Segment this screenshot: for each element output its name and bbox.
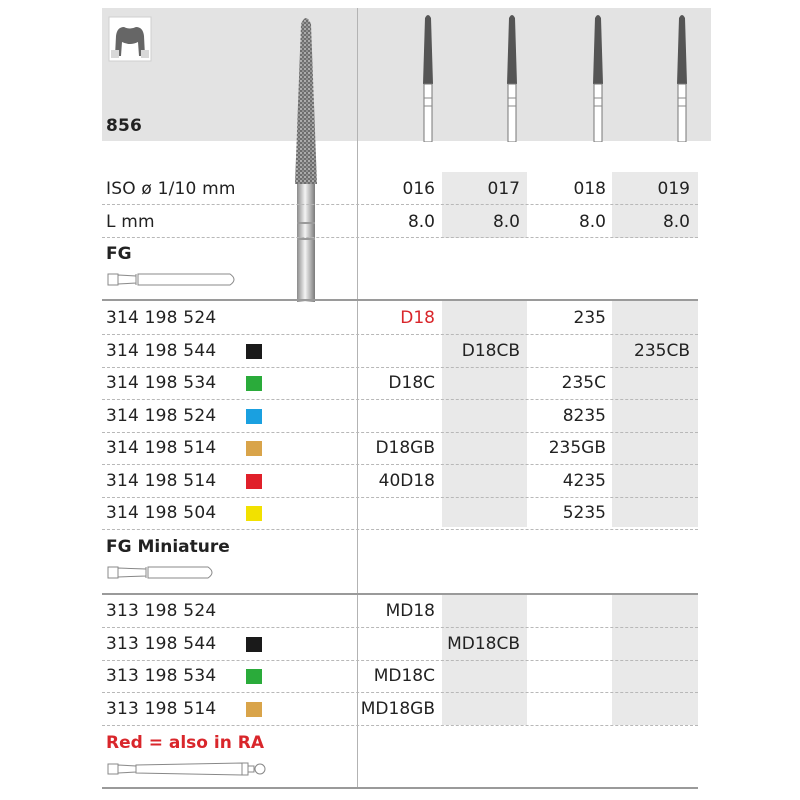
row-separator <box>102 692 698 693</box>
row-separator <box>102 497 698 498</box>
bur-code-016: D18GB <box>375 438 435 458</box>
bur-code-016: MD18GB <box>360 698 435 719</box>
bur-code-018: 4235 <box>562 470 606 491</box>
fg-shank-icon <box>106 270 240 290</box>
row-separator <box>102 399 698 400</box>
bur-code-018: 235GB <box>548 438 606 458</box>
row-separator <box>102 237 698 238</box>
bur-code-016: MD18C <box>373 666 435 686</box>
article-code: 314 198 524 <box>106 308 217 328</box>
fg-miniature-shank-icon <box>106 563 218 583</box>
grit-color-swatch <box>246 637 262 652</box>
iso-label: ISO ø 1/10 mm <box>106 179 236 199</box>
iso-018: 018 <box>573 179 606 199</box>
iso-016: 016 <box>402 179 435 199</box>
article-code: 313 198 544 <box>106 633 217 654</box>
diamond-bur-illustration <box>284 12 328 302</box>
length-label: L mm <box>106 212 155 232</box>
bur-code-016: MD18 <box>385 601 435 621</box>
grit-color-swatch <box>246 474 262 489</box>
grit-color-swatch <box>246 506 262 521</box>
article-code: 314 198 544 <box>106 340 217 361</box>
row-separator <box>102 627 698 628</box>
row-separator <box>102 432 698 433</box>
iso-017: 017 <box>487 179 520 199</box>
bur-code-016: D18C <box>388 373 435 393</box>
article-code: 314 198 514 <box>106 470 217 491</box>
article-code: 313 198 534 <box>106 666 217 686</box>
bur-code-018: 5235 <box>562 503 606 523</box>
article-code: 314 198 534 <box>106 373 217 393</box>
row-separator <box>102 204 698 205</box>
grit-color-swatch <box>246 376 262 391</box>
iso-019: 019 <box>657 179 690 199</box>
bur-code-018: 8235 <box>562 405 606 426</box>
header-panel <box>102 8 711 141</box>
model-number: 856 <box>106 116 143 136</box>
bur-icon-017 <box>500 12 524 142</box>
grit-color-swatch <box>246 702 262 717</box>
bur-icon-019 <box>670 12 694 142</box>
article-code: 314 198 524 <box>106 405 217 426</box>
article-code: 313 198 514 <box>106 698 217 719</box>
bur-icon-018 <box>586 12 610 142</box>
bur-code-017: D18CB <box>461 340 520 361</box>
bur-code-016: D18 <box>400 308 435 328</box>
grit-color-swatch <box>246 441 262 456</box>
article-code: 314 198 514 <box>106 438 217 458</box>
article-code: 313 198 524 <box>106 601 217 621</box>
bur-code-019: 235CB <box>634 340 690 361</box>
row-separator <box>102 660 698 661</box>
length-017: 8.0 <box>492 212 520 232</box>
ra-shank-icon <box>106 758 270 780</box>
tooth-crown-icon <box>106 14 154 64</box>
length-019: 8.0 <box>662 212 690 232</box>
row-separator <box>102 464 698 465</box>
legend-red-also-in-ra: Red = also in RA <box>106 733 264 753</box>
section-separator <box>102 593 698 595</box>
grit-color-swatch <box>246 409 262 424</box>
section-fg-label: FG <box>106 244 132 264</box>
row-separator <box>102 367 698 368</box>
grit-color-swatch <box>246 344 262 359</box>
article-code: 314 198 504 <box>106 503 217 523</box>
row-separator <box>102 529 698 530</box>
grit-color-swatch <box>246 669 262 684</box>
bur-code-018: 235C <box>561 373 606 393</box>
bur-code-017: MD18CB <box>447 633 520 654</box>
section-separator <box>102 299 698 301</box>
bur-icon-016 <box>416 12 440 142</box>
row-separator <box>102 334 698 335</box>
bottom-border <box>102 787 698 789</box>
bur-code-018: 235 <box>573 308 606 328</box>
length-018: 8.0 <box>578 212 606 232</box>
bur-code-016: 40D18 <box>378 470 435 491</box>
length-016: 8.0 <box>407 212 435 232</box>
section-fg-miniature-label: FG Miniature <box>106 537 230 557</box>
row-separator <box>102 725 698 726</box>
